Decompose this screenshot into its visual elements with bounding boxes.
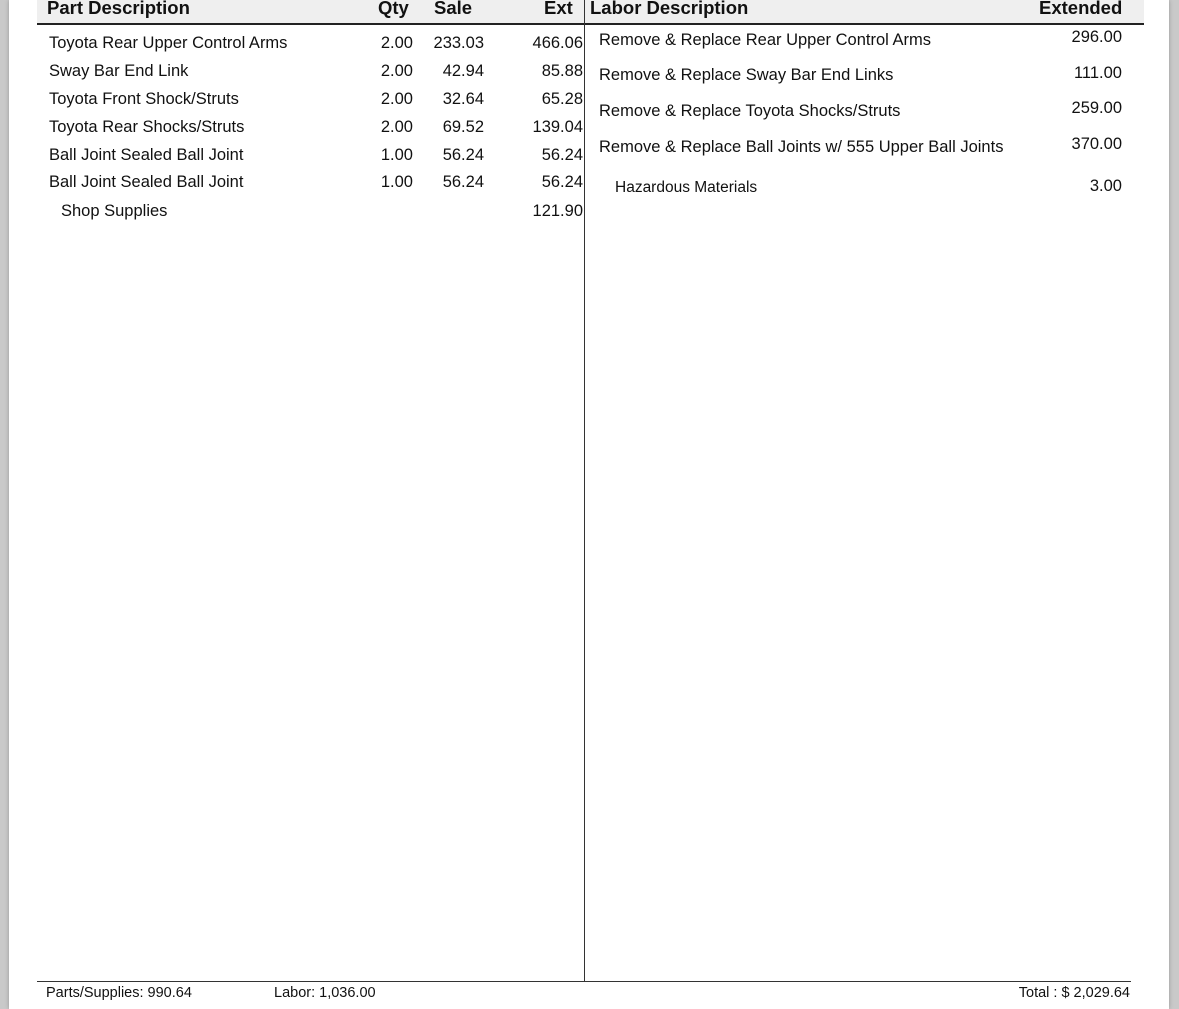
- labor-description: Remove & Replace Ball Joints w/ 555 Upper Ball Joints: [599, 138, 1004, 156]
- part-ext: 85.88: [541, 62, 583, 80]
- column-divider: [584, 0, 585, 982]
- header-labor-description: Labor Description: [590, 0, 749, 18]
- labor-extended: 111.00: [1073, 64, 1122, 82]
- part-sale: 42.94: [442, 62, 484, 80]
- part-description: Toyota Front Shock/Struts: [49, 90, 239, 108]
- header-sale: Sale: [434, 0, 473, 18]
- part-ext: 139.04: [532, 118, 583, 136]
- footer-divider: [37, 981, 1131, 982]
- part-description: Sway Bar End Link: [49, 62, 189, 80]
- part-qty: 1.00: [380, 146, 413, 164]
- header-qty: Qty: [378, 0, 409, 18]
- part-sale: 56.24: [442, 173, 484, 191]
- header-ext: Ext: [544, 0, 573, 18]
- labor-extended: 296.00: [1071, 28, 1122, 46]
- grand-total: Total : $ 2,029.64: [1018, 985, 1130, 1001]
- part-ext: 65.28: [541, 90, 583, 108]
- part-qty: 2.00: [380, 62, 413, 80]
- table-header: [37, 0, 1144, 25]
- labor-extended: 259.00: [1071, 99, 1122, 117]
- header-part-description: Part Description: [47, 0, 190, 18]
- part-sale: 233.03: [433, 34, 484, 52]
- labor-description: Remove & Replace Sway Bar End Links: [599, 66, 894, 84]
- part-description: Toyota Rear Upper Control Arms: [49, 34, 288, 52]
- part-ext: 56.24: [541, 173, 583, 191]
- part-description: Ball Joint Sealed Ball Joint: [49, 173, 244, 191]
- parts-supplies-total: Parts/Supplies: 990.64: [46, 985, 192, 1001]
- shop-supplies-ext: 121.90: [532, 202, 583, 220]
- labor-description: Remove & Replace Toyota Shocks/Struts: [599, 102, 901, 120]
- header-extended: Extended: [1039, 0, 1123, 18]
- labor-description: Remove & Replace Rear Upper Control Arms: [599, 31, 931, 49]
- hazardous-materials-extended: 3.00: [1089, 177, 1122, 195]
- part-description: Ball Joint Sealed Ball Joint: [49, 146, 244, 164]
- labor-total: Labor: 1,036.00: [274, 985, 376, 1001]
- part-qty: 2.00: [380, 118, 413, 136]
- part-sale: 32.64: [442, 90, 484, 108]
- part-sale: 56.24: [442, 146, 484, 164]
- hazardous-materials-label: Hazardous Materials: [615, 179, 758, 196]
- part-ext: 466.06: [532, 34, 583, 52]
- part-qty: 1.00: [380, 173, 413, 191]
- part-qty: 2.00: [380, 34, 413, 52]
- labor-extended: 370.00: [1071, 135, 1122, 153]
- shop-supplies-label: Shop Supplies: [61, 202, 168, 220]
- part-ext: 56.24: [541, 146, 583, 164]
- part-qty: 2.00: [380, 90, 413, 108]
- part-sale: 69.52: [442, 118, 484, 136]
- part-description: Toyota Rear Shocks/Struts: [49, 118, 245, 136]
